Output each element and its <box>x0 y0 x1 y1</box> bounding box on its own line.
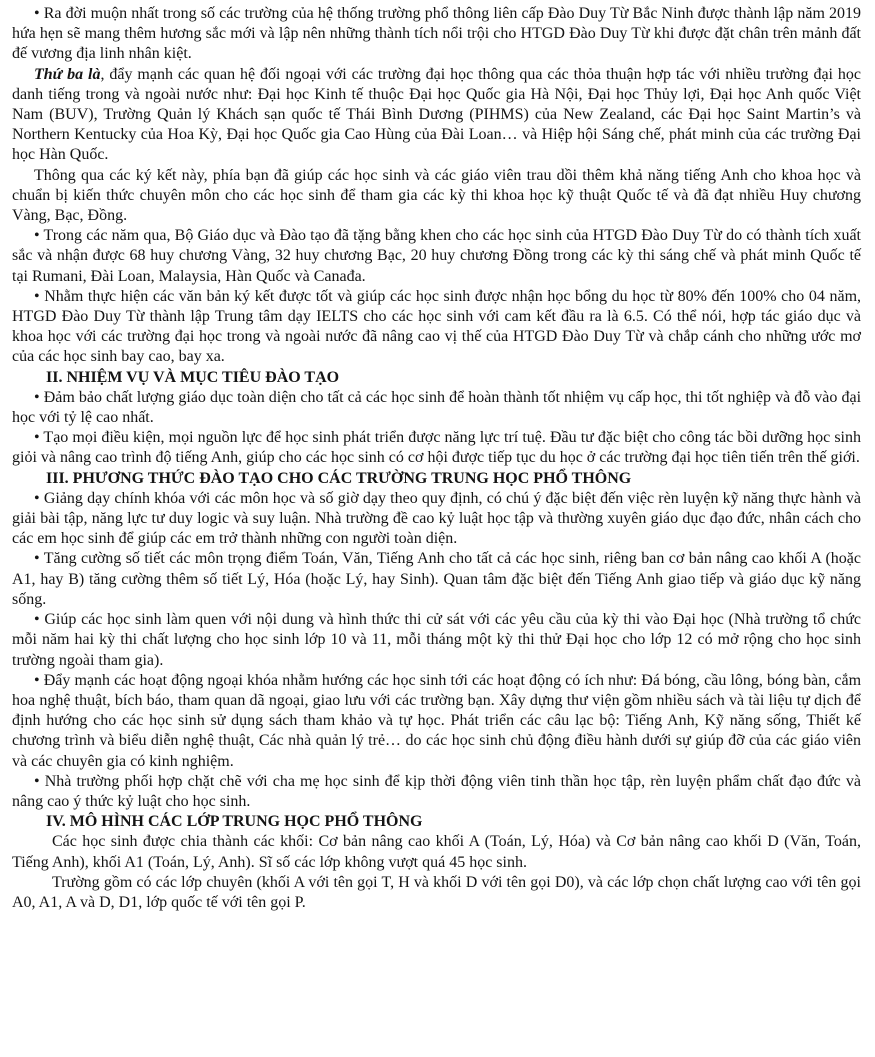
bullet-icon <box>34 490 40 507</box>
paragraph-thu-ba: Thứ ba là, đẩy mạnh các quan hệ đối ngoại với các trường đại học thông qua các thỏa thuận hợp tác với nhiều trường đại học danh tiếng trong và ngoài nước như: Đại học Kinh tế thuộc Đại học Quốc gia Hà Nội, Đại học Thủy lợi, Đại học Anh quốc Việt Nam (BUV), Trường Quản lý Khách sạn quốc tế Thái Bình Dương (PIHMS) của New Zealand, các Đại học Saint Martin’s và Northern Kentucky của Hoa Kỳ, Đại học Quốc gia Cao Hùng của Đài Loan… và Hiệp hội Sáng chế, phát minh của các trường Đại học Hàn Quốc. <box>12 65 861 164</box>
paragraph-ielts: • Nhằm thực hiện các văn bản ký kết được tốt và giúp các học sinh được nhận học bổng du học từ 80% đến 100% cho 04 năm, HTGD Đào Duy Từ thành lập Trung tâm dạy IELTS cho các học sinh với cam kết đầu ra là 6.5. Có thể nói, hợp tác giáo dục và khoa học với các trường đại học trong và ngoài nước đã nâng cao vị thế của HTGD Đào Duy Từ và chắp cánh cho những ước mơ của các học sinh bay cao, bay xa. <box>12 287 861 368</box>
emphasis-label: Thứ ba là <box>34 65 101 83</box>
paragraph-phoi-hop: • Nhà trường phối hợp chặt chẽ với cha mẹ học sinh để kịp thời động viên tinh thần học tập, rèn luyện phẩm chất đạo đức và nâng cao ý thức kỷ luật cho học sinh. <box>12 772 861 812</box>
paragraph-lop-chuyen: Trường gồm có các lớp chuyên (khối A với tên gọi T, H và khối D với tên gọi D0), và các lớp chọn chất lượng cao với tên gọi A0, A1, A và D, D1, lớp quốc tế với tên gọi P. <box>12 873 861 911</box>
bullet-icon <box>34 389 40 406</box>
section-heading: IV. MÔ HÌNH CÁC LỚP TRUNG HỌC PHỔ THÔNG <box>46 813 423 831</box>
paragraph-ngoai-khoa: • Đẩy mạnh các hoạt động ngoại khóa nhằm hướng các học sinh tới các hoạt động có ích như: Đá bóng, cầu lông, bóng bàn, cắm hoa nghệ thuật, bích báo, tham quan dã ngoại, giao lưu với các trường bạn. Xây dựng thư viện gồm nhiều sách và tài liệu tự dịch để định hướng cho các học sinh sử dụng sách tham khảo và tự học. Phát triển các câu lạc bộ: Tiếng Anh, Kỹ năng sống, Thiết kế chương trình và biểu diễn nghệ thuật, Các nhà quản lý trẻ… do các học sinh chủ động điều hành dưới sự giúp đỡ của các giáo viên và các chuyên gia có kinh nghiệm. <box>12 671 861 772</box>
bullet-icon <box>34 227 40 244</box>
bullet-icon <box>34 429 40 446</box>
bullet-icon <box>34 288 40 305</box>
bullet-icon <box>34 550 40 567</box>
paragraph-thi-cu: • Giúp các học sinh làm quen với nội dung và hình thức thi cử sát với các yêu cầu của kỳ thi vào Đại học (Nhà trường tổ chức mỗi năm hai kỳ thi chất lượng cho học sinh lớp 10 và 11, mỗi tháng một kỳ thi thử Đại học cho lớp 12 có mở rộng cho học sinh trường ngoài tham gia). <box>12 610 861 671</box>
paragraph-khen-thuong: • Trong các năm qua, Bộ Giáo dục và Đào tạo đã tặng bằng khen cho các học sinh của HTGD Đào Duy Từ do có thành tích xuất sắc và nhận được 68 huy chương Vàng, 32 huy chương Bạc, 20 huy chương Đồng trong các kỳ thi sáng chế và phát minh Quốc tế tại Rumani, Đài Loan, Malaysia, Hàn Quốc và Canađa. <box>12 226 861 287</box>
bullet-icon <box>34 773 40 790</box>
bullet-icon <box>34 672 40 689</box>
section-heading: II. NHIỆM VỤ VÀ MỤC TIÊU ĐÀO TẠO <box>46 368 340 386</box>
paragraph-bac-ninh: • Ra đời muộn nhất trong số các trường của hệ thống trường phổ thông liên cấp Đào Duy Từ Bắc Ninh được thành lập năm 2019 hứa hẹn sẽ mang thêm hương sắc mới và lập nên những thành tích nổi trội cho HTGD Đào Duy Từ khi được đặt chân trên mảnh đất đế vương địa linh nhân kiệt. <box>12 4 861 65</box>
paragraph-chat-luong: • Đảm bảo chất lượng giáo dục toàn diện cho tất cả các học sinh để hoàn thành tốt nhiệm vụ cấp học, thi tốt nghiệp và đỗ vào đại học với tỷ lệ cao nhất. <box>12 388 861 428</box>
paragraph-giang-day: • Giảng dạy chính khóa với các môn học và số giờ dạy theo quy định, có chú ý đặc biệt đến việc rèn luyện kỹ năng thực hành và giải bài tập, năng lực tư duy logic và suy luận. Nhà trường đề cao kỷ luật học tập và thường xuyên giáo dục đạo đức, nhân cách cho các em học sinh để giúp các em trở thành những con người toàn diện. <box>12 489 861 550</box>
paragraph-ky-ket: Thông qua các ký kết này, phía bạn đã giúp các học sinh và các giáo viên trau dồi thêm khả năng tiếng Anh cho khoa học và chuẩn bị kiến thức chuyên môn cho các học sinh để tham gia các kỳ thi khoa học kỹ thuật Quốc tế và đã đạt nhiều Huy chương Vàng, Bạc, Đồng. <box>12 166 861 225</box>
bullet-icon <box>34 5 40 22</box>
paragraph-tri-tue: • Tạo mọi điều kiện, mọi nguồn lực để học sinh phát triển được năng lực trí tuệ. Đầu tư đặc biệt cho công tác bồi dưỡng học sinh giỏi và nâng cao trình độ tiếng Anh, giúp cho các học sinh có cơ hội được tiếp tục du học ở các trường đại học tiên tiến trên thế giới. <box>12 428 861 468</box>
paragraph-khoi: Các học sinh được chia thành các khối: Cơ bản nâng cao khối A (Toán, Lý, Hóa) và Cơ bản nâng cao khối D (Văn, Toán, Tiếng Anh), khối A1 (Toán, Lý, Anh). Sĩ số các lớp không vượt quá 45 học sinh. <box>12 833 861 871</box>
bullet-icon <box>34 611 40 628</box>
paragraph-tang-cuong: • Tăng cường số tiết các môn trọng điểm Toán, Văn, Tiếng Anh cho tất cả các học sinh, riêng ban cơ bản nâng cao khối A (hoặc A1, hay B) tăng cường thêm số tiết Lý, Hóa (hoặc Lý, hay Sinh). Quan tâm đặc biệt đến Tiếng Anh giao tiếp và giáo dục kỹ năng sống. <box>12 549 861 610</box>
section-heading: III. PHƯƠNG THỨC ĐÀO TẠO CHO CÁC TRƯỜNG TRUNG HỌC PHỔ THÔNG <box>46 469 632 487</box>
